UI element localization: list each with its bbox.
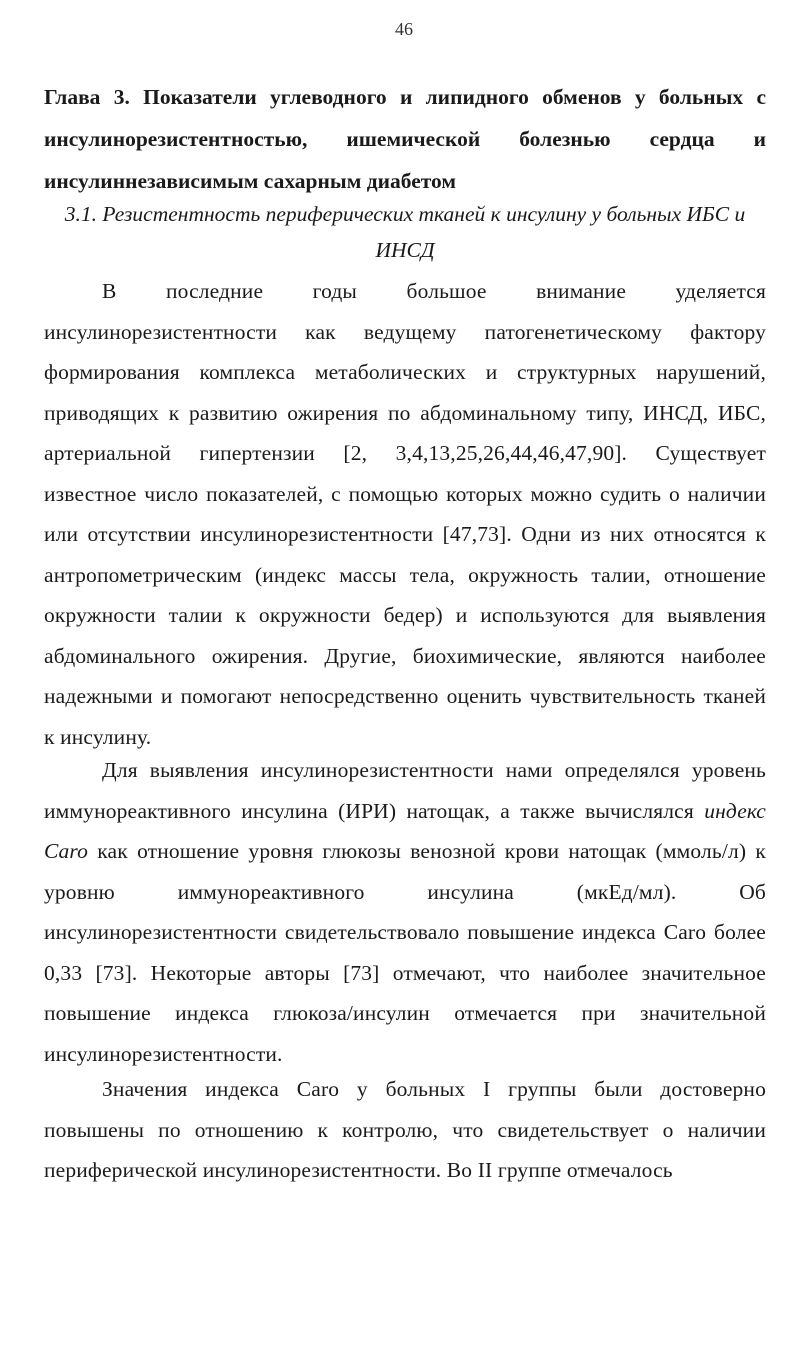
section-title: 3.1. Резистентность периферических тканей к инсулину у больных ИБС и ИНСД (64, 202, 746, 262)
paragraph-2 (44, 750, 766, 1074)
paragraph-1-text: В последние годы большое внимание уделяется инсулинорезистентности как ведущему патогенетическому фактору формирования комплекса метаболических и структурных нарушений, приводящих к развитию ожирения по абдоминальному типу, ИНСД, ИБС, артериальной гипертензии [2, 3,4,13,25,26,44,46,47,90]. Существует известное число показателей, с помощью которых можно судить о наличии или отсутствии инсулинорезистентности [47,73]. Одни из них относятся к антропометрическим (индекс массы тела, окружность талии, отношение окружности талии к окружности бедер) и используются для выявления абдоминального ожирения. Другие, биохимические, являются наиболее надежными и помогают непосредственно оценить чувствительность тканей к инсулину. (44, 279, 766, 749)
paragraph-2-text-start: Для выявления инсулинорезистентности нами определялся уровень иммунореактивного инсулина (ИРИ) натощак, а также вычислялся (44, 758, 766, 823)
paragraph-1 (44, 271, 766, 757)
page-number: 46 (395, 19, 413, 39)
paragraph-3 (44, 1069, 766, 1191)
chapter-title: Глава 3. Показатели углеводного и липидного обменов у больных с инсулинорезистентностью, ишемической болезнью сердца и инсулиннезависимым сахарным диабетом (44, 85, 766, 193)
paragraph-2-text-end: как отношение уровня глюкозы венозной крови натощак (ммоль/л) к уровню иммунореактивного инсулина (мкЕд/мл). Об инсулинорезистентности свидетельствовало повышение индекса Caro более 0,33 [73]. Некоторые авторы [73] отмечают, что наиболее значительное повышение индекса глюкоза/инсулин отмечается при значительной инсулинорезистентности. (44, 839, 766, 1066)
paragraph-2-text (44, 750, 766, 1074)
paragraph-3-text: Значения индекса Caro у больных I группы были достоверно повышены по отношению к контролю, что свидетельствует о наличии периферической инсулинорезистентности. Во II группе отмечалось (44, 1077, 766, 1182)
caro-index-term: индекс Caro (44, 798, 766, 863)
